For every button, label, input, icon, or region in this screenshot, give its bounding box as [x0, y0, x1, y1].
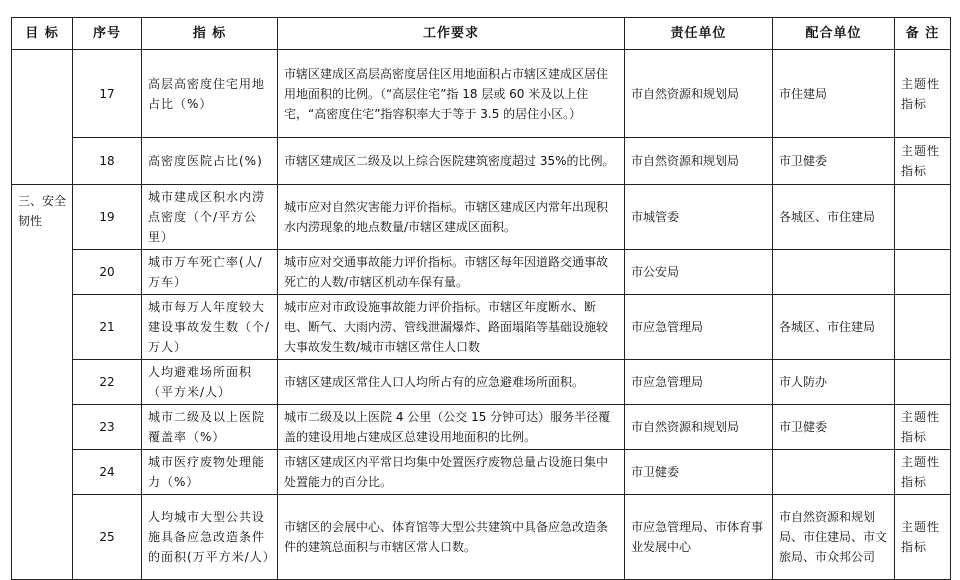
row-note: 主题性指标: [895, 138, 951, 185]
row-note: 主题性指标: [895, 405, 951, 450]
row-no: 22: [73, 360, 142, 405]
row-responsible: 市自然资源和规划局: [625, 405, 773, 450]
target-cell-safety: 三、安全韧性: [12, 185, 73, 580]
row-requirement: 市辖区建成区常住人口人均所占有的应急避难场所面积。: [278, 360, 625, 405]
table-row: [12, 185, 951, 250]
row-indicator: 城市万车死亡率(人/万车）: [142, 250, 278, 295]
row-cooperating: 各城区、市住建局: [773, 295, 895, 360]
row-note: [895, 185, 951, 250]
row-cooperating: 各城区、市住建局: [773, 185, 895, 250]
row-note: [895, 295, 951, 360]
row-no: 18: [73, 138, 142, 185]
row-no: 23: [73, 405, 142, 450]
row-responsible: 市应急管理局、市体育事业发展中心: [625, 495, 773, 580]
header-no: 序号: [73, 18, 142, 50]
row-indicator: 人均城市大型公共设施具备应急改造条件的面积(万平方米/人）: [142, 495, 278, 580]
row-note: [895, 360, 951, 405]
header-target: 目 标: [12, 18, 73, 50]
row-requirement: 市辖区建成区高层高密度居住区用地面积占市辖区建成区居住用地面积的比例。（“高层住宅”指 18 层或 60 米及以上住宅，“高密度住宅”指容积率大于等于 3.5 的居住小区。）: [278, 50, 625, 138]
header-note: 备 注: [895, 18, 951, 50]
row-indicator: 城市二级及以上医院覆盖率（%）: [142, 405, 278, 450]
row-no: 20: [73, 250, 142, 295]
row-cooperating: 市卫健委: [773, 405, 895, 450]
row-indicator: 城市每万人年度较大建设事故发生数（个/万人）: [142, 295, 278, 360]
header-row: [12, 18, 951, 50]
row-no: 17: [73, 50, 142, 138]
header-indicator: 指 标: [142, 18, 278, 50]
table-row: [12, 50, 951, 138]
table-row: [12, 138, 951, 185]
row-note: 主题性指标: [895, 50, 951, 138]
row-cooperating: [773, 250, 895, 295]
row-requirement: 市辖区的会展中心、体育馆等大型公共建筑中具备应急改造条件的建筑总面积与市辖区常人口数。: [278, 495, 625, 580]
row-no: 21: [73, 295, 142, 360]
row-indicator: 城市医疗废物处理能力（%）: [142, 450, 278, 495]
row-requirement: 城市应对交通事故能力评价指标。市辖区每年因道路交通事故死亡的人数/市辖区机动车保有量。: [278, 250, 625, 295]
row-responsible: 市应急管理局: [625, 295, 773, 360]
row-cooperating: 市卫健委: [773, 138, 895, 185]
row-responsible: 市公安局: [625, 250, 773, 295]
row-requirement: 城市应对自然灾害能力评价指标。市辖区建成区内常年出现积水内涝现象的地点数量/市辖区建成区面积。: [278, 185, 625, 250]
row-responsible: 市城管委: [625, 185, 773, 250]
row-note: 主题性指标: [895, 450, 951, 495]
row-cooperating: 市人防办: [773, 360, 895, 405]
row-responsible: 市卫健委: [625, 450, 773, 495]
row-requirement: 城市应对市政设施事故能力评价指标。市辖区年度断水、断电、断气、大雨内涝、管线泄漏爆炸、路面塌陷等基础设施较大事故发生数/城市市辖区常住人口数: [278, 295, 625, 360]
table-row: [12, 450, 951, 495]
header-requirement: 工作要求: [278, 18, 625, 50]
row-note: [895, 250, 951, 295]
table-row: [12, 405, 951, 450]
row-cooperating: 市住建局: [773, 50, 895, 138]
table-row: [12, 295, 951, 360]
row-cooperating: 市自然资源和规划局、市住建局、市文旅局、市众邦公司: [773, 495, 895, 580]
row-no: 25: [73, 495, 142, 580]
table-row: [12, 360, 951, 405]
row-indicator: 高层高密度住宅用地占比（%）: [142, 50, 278, 138]
row-responsible: 市自然资源和规划局: [625, 138, 773, 185]
row-no: 24: [73, 450, 142, 495]
header-cooperating: 配合单位: [773, 18, 895, 50]
row-requirement: 城市二级及以上医院 4 公里（公交 15 分钟可达）服务半径覆盖的建设用地占建成区总建设用地面积的比例。: [278, 405, 625, 450]
indicator-table: [11, 17, 951, 580]
header-responsible: 责任单位: [625, 18, 773, 50]
row-indicator: 高密度医院占比(%): [142, 138, 278, 185]
row-cooperating: [773, 450, 895, 495]
row-requirement: 市辖区建成区内平常日均集中处置医疗废物总量占设施日集中处置能力的百分比。: [278, 450, 625, 495]
target-cell-empty: [12, 50, 73, 185]
row-note: 主题性指标: [895, 495, 951, 580]
row-responsible: 市应急管理局: [625, 360, 773, 405]
row-no: 19: [73, 185, 142, 250]
row-indicator: 人均避难场所面积（平方米/人）: [142, 360, 278, 405]
row-requirement: 市辖区建成区二级及以上综合医院建筑密度超过 35%的比例。: [278, 138, 625, 185]
row-responsible: 市自然资源和规划局: [625, 50, 773, 138]
table-row: [12, 250, 951, 295]
row-indicator: 城市建成区积水内涝点密度（个/平方公里）: [142, 185, 278, 250]
